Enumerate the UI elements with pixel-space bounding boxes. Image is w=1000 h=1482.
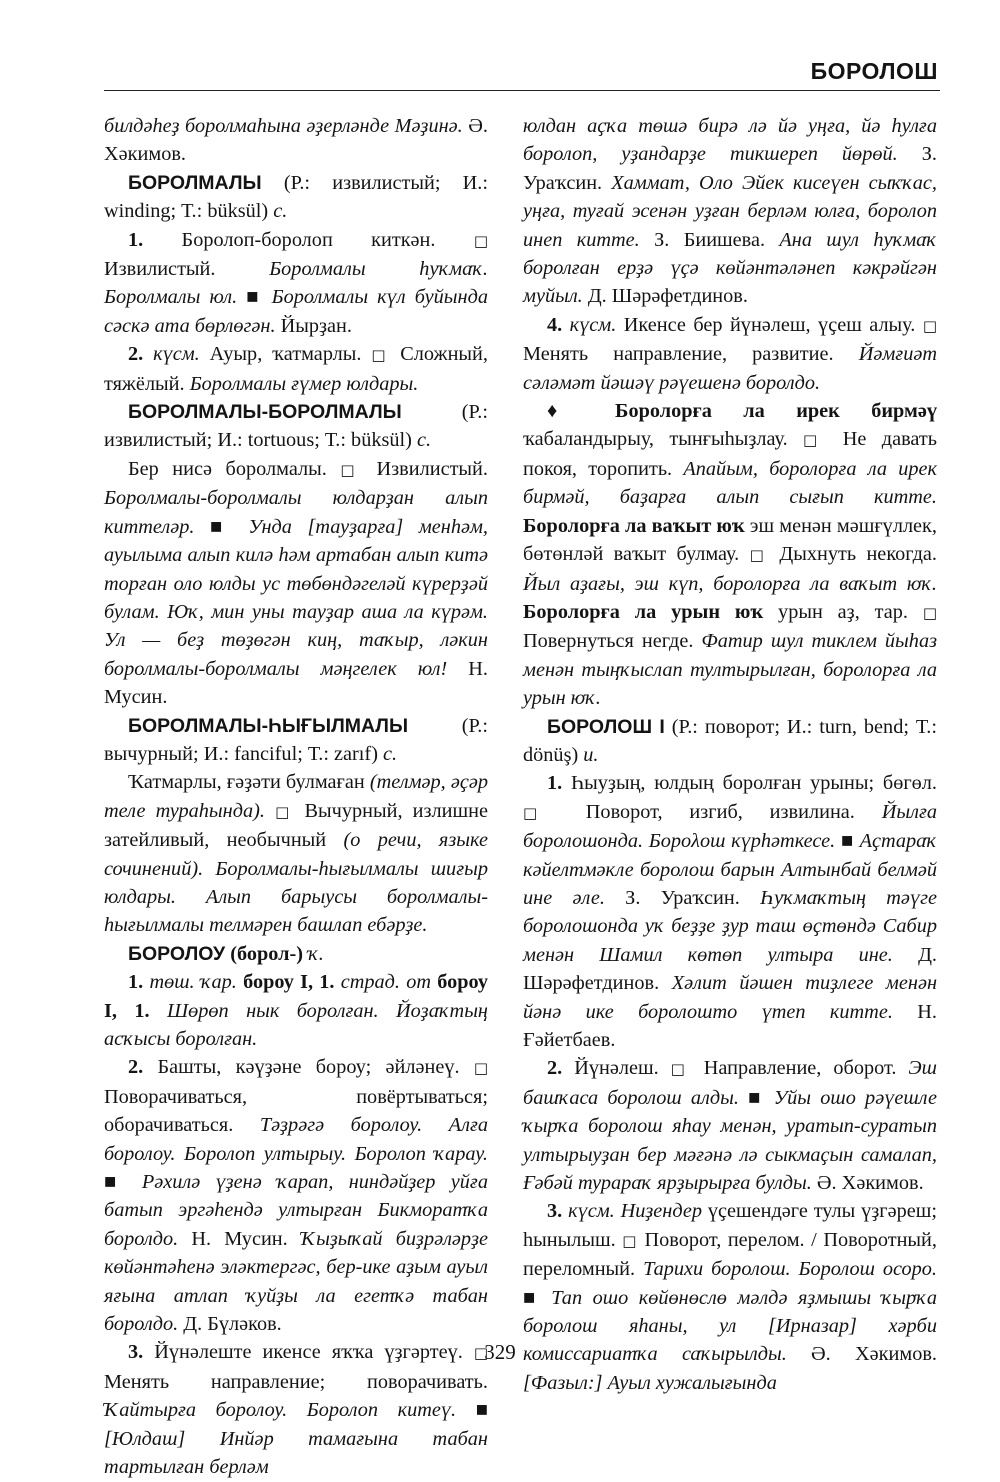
entry-paragraph bbox=[104, 112, 488, 169]
text-run: Ҡатмарлы, ғәҙәти булмаған bbox=[128, 771, 370, 794]
text-run: Поворот, изгиб, извилина. bbox=[558, 800, 882, 823]
italic-run: юлдан аҫҡа төшә бирә лә йә уңға, йә һулға боролоп, уҙандарҙе тикшереп йөрөй. bbox=[523, 115, 937, 166]
text-run: Поворот, перелом. / Поворотный, переломный. bbox=[523, 1228, 937, 1281]
text-run: үҫешендәге тулы үҙгәреш; һынылыш. bbox=[523, 1200, 938, 1251]
italic-run: төш. ҡар. bbox=[149, 971, 237, 994]
text-run: Н. Мусин. bbox=[178, 1227, 301, 1250]
italic-run: Ниҙендер bbox=[620, 1200, 703, 1223]
bold-run: бороу I, 1. bbox=[104, 971, 488, 1022]
italic-run: күсм. bbox=[153, 343, 200, 366]
bold-run: (борол-) bbox=[225, 942, 309, 965]
text-run: Ә. Хәкимов. bbox=[786, 1343, 937, 1366]
text-run: ■ bbox=[456, 1399, 488, 1422]
right-column bbox=[523, 112, 937, 1397]
bold-run: 1. bbox=[128, 971, 144, 994]
italic-run: Боролмалы күл буйында сәскә ата бөрлөгән. bbox=[104, 286, 488, 337]
text-run: Менять направление, развитие. bbox=[523, 343, 859, 366]
italic-run: Тарихи боролош. Боролош осоро. bbox=[643, 1258, 937, 1281]
text-run: Направление, оборот. bbox=[691, 1057, 909, 1080]
text-run: Н. Ғәйетбаев. bbox=[523, 1000, 937, 1051]
italic-run: Уйы ошо рәүешле ҡырҡа боролош яһау менән, уратып-суратып ултырыуҙан бер мәғәнә лә сыкмаҫын самалап, Ғәбәй турараҡ ярҙырырға булды. bbox=[523, 1086, 937, 1195]
italic-run: Унда [тауҙарға] менһәм, ауылыма алып килә һәм артабан алып китә торған оло юлды ус төбөндәгеләй күрерҙәй булам. Юҡ, мин уны тауҙар аша ла күрәм. Ул — беҙ төҙөгән киң, таҡыр, ләкин боролмалы-боролмалы мәңгелек юл! bbox=[104, 515, 488, 680]
text-run: ■ bbox=[194, 515, 249, 538]
italic-run: [Фазыл:] Ауыл хужалығында bbox=[523, 1371, 777, 1394]
headword: БОРОЛМАЛЫ-БОРОЛМАЛЫ bbox=[128, 401, 402, 424]
bold-run: Боролорға ла урын юҡ bbox=[523, 600, 764, 623]
square-marker-icon: □ bbox=[371, 346, 391, 365]
italic-run: Ҡайтырға боролоу. Боролоп китеү. bbox=[104, 1399, 457, 1422]
text-run: Ауыр, ҡатмарлы. bbox=[199, 343, 372, 366]
italic-run: күсм. bbox=[568, 1200, 615, 1223]
text-run: Сложный, тяжёлый. bbox=[104, 343, 488, 395]
headword: БОРОЛОУ bbox=[128, 942, 226, 965]
italic-run: (телмәр, әҫәр теле тураһында). bbox=[104, 771, 488, 822]
text-run: Икенсе бер йүнәлеш, үҫеш алыу. bbox=[616, 313, 923, 336]
entry-paragraph bbox=[104, 968, 488, 1053]
text-run: Йүнәлеш. bbox=[562, 1057, 671, 1080]
entry-paragraph bbox=[104, 1053, 488, 1338]
italic-run: Апайым, боролорға ла ирек бирмәй, баҙарға алып сығып китте. bbox=[523, 457, 937, 509]
bold-run: 1. bbox=[547, 772, 563, 795]
text-run: (Р.: вычурный; И.: fanciful; Т.: zarıf) bbox=[104, 714, 488, 765]
page-number: 329 bbox=[484, 1340, 516, 1364]
text-run: урын аҙ, тар. bbox=[763, 600, 923, 623]
text-run: Башты, кәүҙәне бороу; әйләнеү. bbox=[143, 1056, 474, 1079]
italic-run: с. bbox=[416, 429, 432, 452]
text-run: Ә. Хәкимов. bbox=[104, 115, 488, 166]
italic-run: Боролмалы һуҡмаҡ. Боролмалы юл. bbox=[104, 258, 488, 309]
bold-run: бороу I, 1. bbox=[236, 971, 335, 994]
bold-run: 2. bbox=[128, 343, 144, 366]
left-column bbox=[104, 112, 488, 1482]
entry-headword-paragraph bbox=[104, 940, 488, 968]
text-run: Йүнәлеште икенсе яҡҡа үҙгәртеү. bbox=[143, 1341, 474, 1364]
italic-run: Хәлит йәшен тиҙлеге менән йәнә ике боролошто үтеп китте. bbox=[523, 972, 938, 1023]
square-marker-icon: □ bbox=[922, 316, 937, 335]
square-marker-icon: □ bbox=[670, 1060, 692, 1079]
italic-run: с. bbox=[383, 742, 398, 765]
text-run: ■ bbox=[738, 1086, 774, 1109]
text-run: ■ bbox=[237, 286, 272, 309]
entry-paragraph bbox=[523, 311, 937, 397]
italic-run: Ҡыҙыҡай биҙрәләрҙе көйәнтәһенә эләктергәс, бер-ике аҙым ауыл яғына атлап ҡуйҙы ла егетҡә табан боролдо. bbox=[104, 1227, 488, 1336]
italic-run: Фатир шул тиклем йыһаз менән тыңҡыслап тултырылған, боролорға ла урын юҡ. bbox=[523, 630, 937, 710]
bold-run: 4. bbox=[547, 313, 563, 336]
text-run: Д. Шәрәфетдинов. bbox=[523, 943, 937, 995]
text-run: Боролоп-боролоп киткән. bbox=[143, 228, 474, 251]
italic-run: Йәмғиәт сәләмәт йәшәү рәүешенә боролдо. bbox=[523, 343, 937, 394]
italic-run: билдәһеҙ боролмаһына әҙерләнде Мәҙинә. bbox=[104, 115, 463, 137]
italic-run: Йылға боролошонда. Борολош күрһәткесе. bbox=[523, 800, 937, 853]
headword: БОРОЛМАЛЫ-ҺЫҒЫЛМАЛЫ bbox=[128, 714, 409, 737]
entry-headword-paragraph bbox=[104, 712, 488, 769]
text-run: Йырҙан. bbox=[275, 314, 352, 337]
entry-paragraph bbox=[104, 455, 488, 712]
text-run: З. Ураҡсин. bbox=[523, 143, 937, 194]
italic-run: Боролмалы ғүмер юлдары. bbox=[189, 372, 419, 395]
text-run: (Р.: поворот; И.: turn, bend; Т.: dönüş) bbox=[523, 715, 937, 766]
text-run: (Р.: извилистый; И.: tortuous; Т.: büksül) bbox=[104, 401, 488, 452]
square-marker-icon: □ bbox=[340, 460, 363, 479]
square-marker-icon: □ bbox=[523, 803, 559, 822]
entry-headword-paragraph bbox=[104, 398, 488, 455]
text-run bbox=[562, 314, 569, 336]
italic-run: Һуҡмаҡтың тәүге боролошонда уҡ беҙҙе ҙур таш өҫтөндә Сабир менән Шамил көтөп ултыра ине. bbox=[523, 886, 937, 966]
text-run bbox=[265, 800, 275, 822]
italic-run: Йыл аҙағы, эш күп, боролорға ла ваҡыт юҡ. bbox=[523, 572, 937, 595]
italic-run: Рәхилә үҙенә ҡарап, ниндәйҙер уйға батып эргәһендә ултырған Бикморатҡа боролдо. bbox=[104, 1171, 488, 1250]
italic-run: ҡ. bbox=[308, 942, 324, 965]
running-head: БОРОЛОШ bbox=[810, 58, 938, 84]
text-run: ■ bbox=[835, 830, 860, 853]
text-run: Д. Бүләков. bbox=[178, 1313, 282, 1336]
text-run: эш менән мәшғүллек, бөтөнләй ваҡыт булмау. bbox=[523, 514, 937, 566]
text-run: Ә. Хәкимов. bbox=[811, 1172, 924, 1195]
bold-run: 1. bbox=[128, 228, 144, 251]
bold-run: 2. bbox=[547, 1057, 563, 1080]
square-marker-icon: □ bbox=[275, 802, 295, 821]
text-run: Һыуҙың, юлдың боролған урыны; бөгөл. bbox=[562, 772, 937, 795]
text-run: Д. Шәрәфетдинов. bbox=[582, 285, 748, 308]
square-marker-icon: □ bbox=[803, 431, 828, 450]
idiom-paragraph bbox=[523, 397, 937, 712]
text-run: Бер нисә боролмалы. bbox=[128, 457, 341, 480]
italic-run: Тәҙрәгә боролоу. Алға боролоу. Боролоп ултырыу. Боролоп ҡарау. bbox=[104, 1114, 488, 1165]
text-run: Извилистый. bbox=[362, 457, 488, 480]
text-run: З. Биишева. bbox=[639, 228, 780, 251]
italic-run: Шөрөп нык боролған. Йоҙаҡтың асҡысы боролған. bbox=[104, 999, 488, 1050]
square-marker-icon: □ bbox=[473, 1344, 488, 1363]
italic-run: Ана шул һуҡмаҡ боролған ерҙә үҫә көйәнтәләнеп кәкрәйгән муйыл. bbox=[523, 228, 937, 308]
bold-run: 2. bbox=[128, 1056, 144, 1079]
italic-run: с. bbox=[273, 200, 288, 223]
bold-run: Боролорға ла ваҡыт юҡ bbox=[523, 514, 745, 537]
entry-headword-paragraph bbox=[523, 713, 937, 770]
text-run: Повернуться негде. bbox=[523, 630, 702, 653]
text-run: Менять направление; поворачивать. bbox=[104, 1370, 488, 1393]
text-run: Дыхнуть некогда. bbox=[769, 543, 937, 566]
text-run: Поворачиваться, повёртываться; оборачиваться. bbox=[104, 1085, 488, 1137]
text-run: (Р.: извилистый; И.: winding; Т.: büksül) bbox=[104, 171, 488, 223]
square-marker-icon: □ bbox=[622, 1231, 638, 1250]
italic-run: Эш башҡаса боролош алды. bbox=[523, 1057, 937, 1109]
italic-run: Хаммат, Оло Эйек кисеүен сыҡҡас, уңға, туғай эсенән уҙған берләм юлға, боролоп инеп китте. bbox=[523, 171, 937, 251]
bold-run: ♦ Боролорға ла ирек бирмәү bbox=[547, 400, 937, 423]
entry-paragraph bbox=[104, 768, 488, 939]
italic-run: Тап ошо көйөнөслө мәлдә яҙмышы ҡырҡа боролош яһаны, ул [Ирназар] хәрби комиссариатҡа саҡырылды. bbox=[523, 1286, 937, 1366]
text-run: З. Ураҡсин. bbox=[604, 886, 761, 909]
headword: БОРОЛМАЛЫ bbox=[128, 171, 262, 194]
italic-run: (о речи, языке сочинений). Боролмалы-һығылмалы шиғыр юлдары. Алып барыусы боролмалы-һығылмалы телмәрен башлап ебәрҙе. bbox=[104, 829, 488, 937]
bold-run: 3. bbox=[547, 1200, 563, 1223]
square-marker-icon: □ bbox=[922, 603, 937, 622]
italic-run: страд. от bbox=[340, 971, 431, 994]
bold-run: 3. bbox=[128, 1341, 144, 1364]
square-marker-icon: □ bbox=[749, 546, 770, 565]
italic-run: күсм. bbox=[569, 313, 617, 336]
text-run: Вычурный, излишне затейливый, необычный bbox=[104, 799, 488, 852]
entry-paragraph bbox=[104, 226, 488, 341]
text-run: ҡабаландырыу, тынғыһыҙлау. bbox=[523, 428, 804, 451]
italic-run: Боролмалы-боролмалы юлдарҙан алып киттеләр. bbox=[104, 487, 488, 538]
square-marker-icon: □ bbox=[473, 1059, 488, 1078]
text-run bbox=[143, 343, 153, 365]
italic-run: [Юлдаш] Инйәр тамағына табан тартылған берләм bbox=[104, 1427, 488, 1479]
text-run: Извилистый. bbox=[104, 258, 270, 281]
text-run bbox=[150, 1000, 167, 1022]
italic-run: Аҫтараҡ кәйелтмәкле боролош барын Алтынбай белмәй ине әле. bbox=[523, 830, 938, 909]
text-run: ■ bbox=[523, 1286, 552, 1309]
header-rule bbox=[104, 90, 940, 91]
square-marker-icon: □ bbox=[473, 231, 488, 250]
entry-paragraph bbox=[104, 340, 488, 398]
text-run: Н. Мусин. bbox=[104, 657, 488, 709]
headword: БОРОЛОШ I bbox=[547, 715, 665, 738]
italic-run: и. bbox=[583, 743, 599, 766]
text-run: ■ bbox=[104, 1171, 142, 1194]
entry-headword-paragraph bbox=[104, 169, 488, 226]
entry-paragraph bbox=[523, 769, 937, 1054]
entry-paragraph bbox=[523, 1054, 937, 1197]
entry-paragraph bbox=[523, 1197, 937, 1397]
entry-paragraph bbox=[523, 112, 937, 311]
text-run: Не давать покоя, торопить. bbox=[523, 428, 937, 480]
